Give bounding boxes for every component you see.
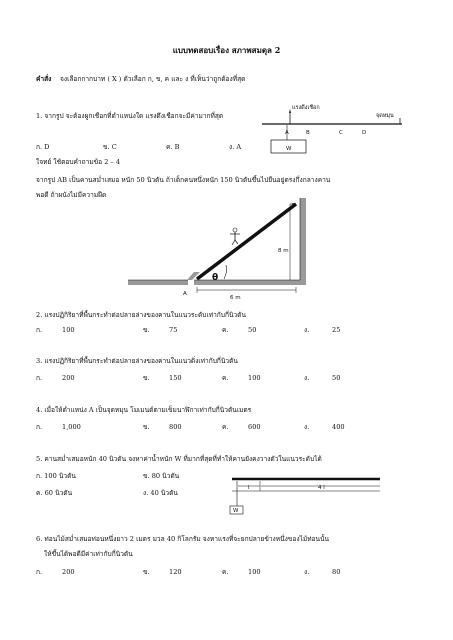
height-label: 8 m <box>278 248 289 254</box>
q5-figure <box>230 479 380 514</box>
q2-choice-a-value: 100 <box>62 326 75 334</box>
q1-choice-d: ง. A <box>229 143 242 151</box>
floor-left-hatch <box>128 280 188 285</box>
q6-choice-a-value: 200 <box>62 568 75 576</box>
q3-choice-c-letter: ค. <box>222 374 229 382</box>
q4-choice-b-letter: ข. <box>143 423 150 431</box>
group-header: ใจทย์ ใช้ตอบคำถามข้อ 2 – 4 <box>36 158 121 166</box>
q6-choice-d-letter: ง. <box>304 568 310 576</box>
q2-choice-b-letter: ข. <box>143 326 150 334</box>
q6-line1: 6. ท่อนไม้สม่ำเสมอท่อนหนึ่งยาว 2 เมตร มวล 40 กิโลกรัม จงหาแรงที่จะยกปลายข้างหนึ่งของไม้ท่อนนั้น <box>36 535 330 543</box>
q2-choice-d-value: 25 <box>332 326 341 334</box>
q1-rope-label: แรงดึงเชือก <box>292 105 320 111</box>
q5-choice-d: ง. 40 นิวตัน <box>143 489 178 497</box>
floor-right-hatch <box>194 280 304 285</box>
q4-choice-c-value: 600 <box>248 423 261 431</box>
q4-choice-a-letter: ก. <box>36 423 43 431</box>
q1-weight-label: W <box>286 146 292 152</box>
group-line2: พอดี ถ้าผนังไม่มีความฝืด <box>36 191 107 199</box>
q2-choice-b-value: 75 <box>169 326 178 334</box>
q1-choice-c: ค. B <box>166 143 180 151</box>
q6-choice-c-letter: ค. <box>222 568 229 576</box>
q5-stem: 5. คานสม่ำเสมอหนัก 40 นิวตัน จงหาค่าน้ำหนัก W ที่มากที่สุดที่ทำให้คานยังคงวางตัวในแนวระดับได้ <box>36 455 322 463</box>
q1-label-b: B <box>306 130 310 136</box>
q5-choice-c: ค. 60 นิวตัน <box>36 489 73 497</box>
q2-choice-c-value: 50 <box>248 326 257 334</box>
q3-choice-b-value: 150 <box>169 374 182 382</box>
child-icon <box>230 228 240 245</box>
q2-stem: 2. แรงปฏิกิริยาที่พื้นกระทำต่อปลายล่างของคานในแนวระดับเท่ากับกี่นิวตัน <box>36 311 246 319</box>
theta-label: θ <box>212 273 219 283</box>
wall <box>300 198 306 285</box>
q3-choice-a-value: 200 <box>62 374 75 382</box>
q6-choice-d-value: 80 <box>332 568 341 576</box>
q1-choice-b: ข. C <box>103 143 117 151</box>
q6-choice-b-letter: ข. <box>143 568 150 576</box>
q4-choice-c-letter: ค. <box>222 423 229 431</box>
q4-choice-b-value: 800 <box>169 423 182 431</box>
width-label: 6 m <box>230 295 241 301</box>
q2-choice-a-letter: ก. <box>36 326 43 334</box>
q6-choice-b-value: 120 <box>169 568 182 576</box>
q1-pivot-label: จุดหมุน <box>376 113 394 119</box>
q3-choice-d-letter: ง. <box>304 374 310 382</box>
q2-choice-c-letter: ค. <box>222 326 229 334</box>
q5-choice-b: ข. 80 นิวตัน <box>143 472 180 480</box>
ladder-figure <box>128 198 306 301</box>
q6-choice-c-value: 100 <box>248 568 261 576</box>
q1-label-a: A <box>285 130 289 136</box>
q4-choice-d-letter: ง. <box>304 423 310 431</box>
q4-choice-a-value: 1,000 <box>62 423 81 431</box>
ladder-label-b: B <box>292 203 296 209</box>
q4-choice-d-value: 400 <box>332 423 345 431</box>
q1-label-d: D <box>362 130 367 136</box>
q1-label-c: C <box>339 130 343 136</box>
instruction-text: จงเลือกกากบาท ( X ) ตัวเลือก ก, ข, ค และ ง ที่เห็นว่าถูกต้องที่สุด <box>60 75 246 83</box>
q1-choice-a: ก. D <box>36 143 50 151</box>
q5-label-l: l <box>248 485 250 491</box>
ladder-label-a: A <box>183 291 187 297</box>
q1-rope-arrow <box>289 109 291 113</box>
q3-stem: 3. แรงปฏิกิริยาที่พื้นกระทำต่อปลายล่างของคานในแนวดิ่งเท่ากับกี่นิวตัน <box>36 357 238 365</box>
q6-choice-a-letter: ก. <box>36 568 43 576</box>
page-title: แบบทดสอบเรื่อง สภาพสมดุล 2 <box>172 45 281 55</box>
ladder-beam <box>197 204 296 279</box>
q4-stem: 4. เมื่อให้ตำแหน่ง A เป็นจุดหมุน โมเมนต์ตามเข็มนาฬิกาเท่ากับกี่นิวตันเมตร <box>36 406 252 414</box>
instruction-label: คำสั่ง <box>36 75 52 83</box>
q3-choice-a-letter: ก. <box>36 374 43 382</box>
q1-stem: 1. จากรูป จะต้องผูกเชือกที่ตำแหน่งใด แรงดึงเชือกจะมีค่ามากที่สุด <box>36 112 224 120</box>
q1-figure <box>262 104 402 153</box>
q3-choice-c-value: 100 <box>248 374 261 382</box>
q6-line2: ให้ขึ้นได้พอดีมีค่าเท่ากับกี่นิวตัน <box>44 550 133 558</box>
q2-choice-d-letter: ง. <box>304 326 310 334</box>
q5-label-4l: 4 l <box>318 485 325 491</box>
theta-arc <box>224 265 227 279</box>
group-line1: จากรูป AB เป็นคานสม่ำเสมอ หนัก 50 นิวตัน ถ้าเด็กคนหนึ่งหนัก 150 นิวตันขึ้นไปยืนอยู่ตรงกึ่งกลางคาน <box>36 176 331 184</box>
q5-weight-label: W <box>233 508 239 514</box>
q5-choice-a: ก. 100 นิวตัน <box>36 472 76 480</box>
q3-choice-b-letter: ข. <box>143 374 150 382</box>
q3-choice-d-value: 50 <box>332 374 341 382</box>
